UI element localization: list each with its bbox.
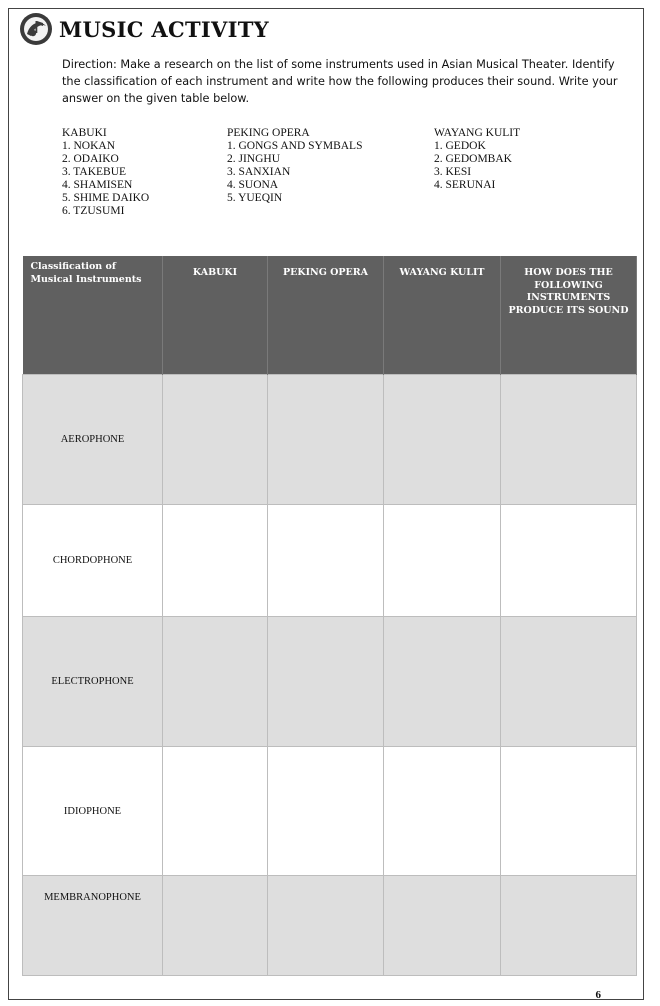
header-wayang-kulit: WAYANG KULIT xyxy=(384,256,501,375)
answer-cell[interactable] xyxy=(163,747,268,876)
list-item: 5. SHIME DAIKO xyxy=(62,192,150,204)
answer-cell[interactable] xyxy=(384,505,501,617)
header-peking-opera: PEKING OPERA xyxy=(268,256,384,375)
instrument-list-peking-opera xyxy=(227,127,362,205)
header-kabuki: KABUKI xyxy=(163,256,268,375)
instrument-list-wayang-kulit xyxy=(434,127,520,192)
list-item: 4. SERUNAI xyxy=(434,179,496,191)
list-item: 3. TAKEBUE xyxy=(62,166,127,178)
list-item: 1. NOKAN xyxy=(62,140,116,152)
answer-cell[interactable] xyxy=(501,747,637,876)
answer-cell[interactable] xyxy=(384,617,501,747)
answer-cell[interactable] xyxy=(384,747,501,876)
list-item: 4. SUONA xyxy=(227,179,279,191)
answer-cell[interactable] xyxy=(501,617,637,747)
answer-cell[interactable] xyxy=(163,617,268,747)
answer-cell[interactable] xyxy=(501,375,637,505)
row-label-membranophone: MEMBRANOPHONE xyxy=(23,876,163,976)
table-row xyxy=(23,375,637,505)
direction-text: Direction: Make a research on the list of some instruments used in Asian Musical Theater. Identify the classification of each instrument and write how the following produces their sound. Write your answer on the given table below. xyxy=(62,58,618,105)
answer-cell[interactable] xyxy=(268,876,384,976)
music-activity-logo-icon xyxy=(19,12,53,46)
list-item: 3. KESI xyxy=(434,166,472,178)
answer-cell[interactable] xyxy=(163,876,268,976)
header-classification: Classification of Musical Instruments xyxy=(23,256,163,375)
table-row xyxy=(23,617,637,747)
answer-cell[interactable] xyxy=(268,747,384,876)
row-label-idiophone: IDIOPHONE xyxy=(23,747,163,876)
header xyxy=(19,9,269,49)
list-heading: PEKING OPERA xyxy=(227,127,310,139)
row-label-chordophone: CHORDOPHONE xyxy=(23,505,163,617)
list-item: 1. GONGS AND SYMBALS xyxy=(227,140,363,152)
list-item: 6. TZUSUMI xyxy=(62,205,125,217)
list-item: 5. YUEQIN xyxy=(227,192,283,204)
answer-cell[interactable] xyxy=(268,617,384,747)
classification-table xyxy=(22,256,637,976)
page-title: MUSIC ACTIVITY xyxy=(59,16,269,42)
answer-cell[interactable] xyxy=(384,876,501,976)
list-item: 1. GEDOK xyxy=(434,140,486,152)
list-item: 3. SANXIAN xyxy=(227,166,291,178)
header-how-sound: HOW DOES THE FOLLOWING INSTRUMENTS PRODUCE ITS SOUND xyxy=(501,256,637,375)
list-heading: KABUKI xyxy=(62,127,107,139)
table-row xyxy=(23,505,637,617)
worksheet-page xyxy=(8,8,644,1000)
list-item: 4. SHAMISEN xyxy=(62,179,133,191)
table-row xyxy=(23,747,637,876)
table-row xyxy=(23,876,637,976)
answer-cell[interactable] xyxy=(384,375,501,505)
list-heading: WAYANG KULIT xyxy=(434,127,521,139)
answer-cell[interactable] xyxy=(268,375,384,505)
row-label-aerophone: AEROPHONE xyxy=(23,375,163,505)
list-item: 2. GEDOMBAK xyxy=(434,153,512,165)
page-number: 6 xyxy=(595,989,601,1001)
list-item: 2. JINGHU xyxy=(227,153,281,165)
answer-cell[interactable] xyxy=(268,505,384,617)
table-header-row xyxy=(23,256,637,375)
row-label-electrophone: ELECTROPHONE xyxy=(23,617,163,747)
instrument-list-kabuki xyxy=(62,127,149,218)
answer-cell[interactable] xyxy=(501,505,637,617)
answer-cell[interactable] xyxy=(501,876,637,976)
answer-cell[interactable] xyxy=(163,505,268,617)
answer-cell[interactable] xyxy=(163,375,268,505)
list-item: 2. ODAIKO xyxy=(62,153,119,165)
